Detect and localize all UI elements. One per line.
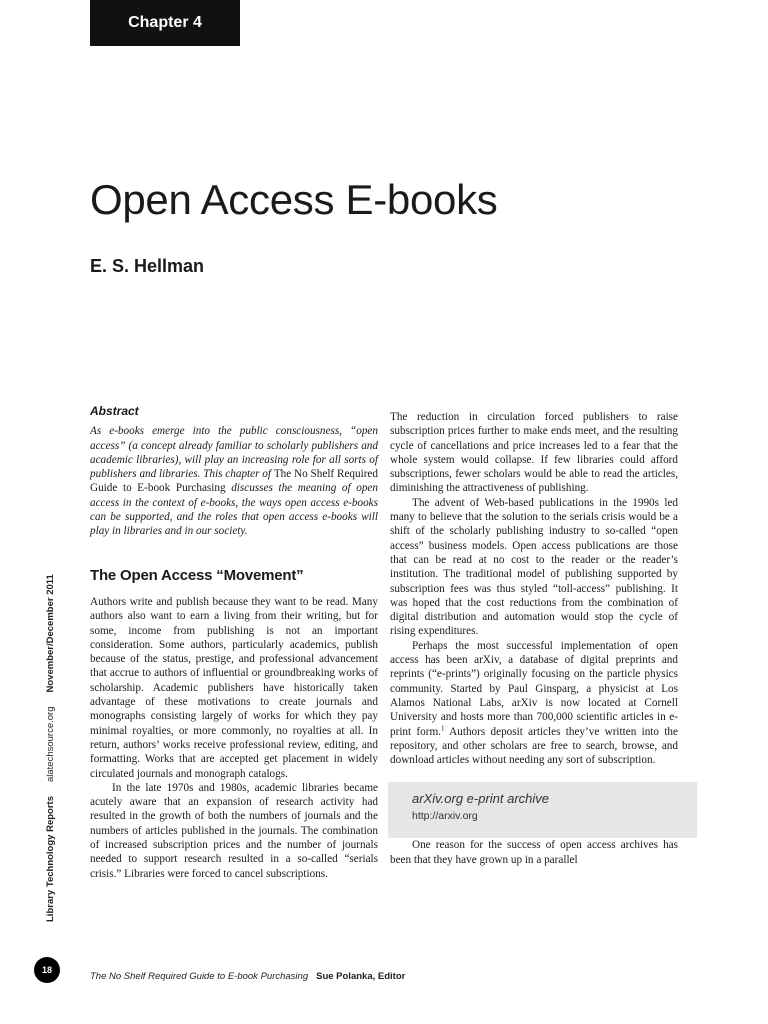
- abstract-heading: Abstract: [90, 404, 139, 418]
- abstract-book-reference: The No Shelf Required Guide to E-book Purchasing: [90, 468, 378, 495]
- page-footer: [90, 971, 405, 982]
- resource-url-link[interactable]: http://arxiv.org: [412, 809, 478, 822]
- chapter-title: Open Access E-books: [90, 176, 498, 223]
- footer-editor: Sue Polanka, Editor: [316, 971, 406, 982]
- chapter-label: Chapter 4: [90, 0, 240, 46]
- section-heading: The Open Access “Movement”: [90, 566, 304, 584]
- arxiv-paragraph-text: Perhaps the most successful implementation of open access has been arXiv, a database of digital preprints and reprints (“e-prints”) originally focusing on the particle physics community. Started by Paul Ginsparg, a physicist at Los Alamos National Labs, arXiv is now located at Cornell University and hosts more than 700,000 scientific articles in e-print form.: [390, 639, 678, 738]
- issue-date: November/December 2011: [45, 574, 56, 693]
- resource-callout-box: [388, 782, 697, 838]
- side-running-header: [45, 574, 56, 922]
- resource-title: arXiv.org e-print archive: [412, 791, 550, 807]
- body-paragraph: In the late 1970s and 1980s, academic libraries became acutely aware that an expansion of research activity had resulted in the growth of both the numbers of journals and the numbers of articles published in the journals. The combination of increased subscription prices and the number of journals needed to support research resulted in a so-called “serials crisis.” Libraries were forced to cancel subscriptions.: [90, 781, 378, 880]
- right-column: [390, 410, 678, 867]
- body-paragraph: One reason for the success of open access archives has been that they have grown up in a parallel: [390, 839, 678, 866]
- body-paragraph: The reduction in circulation forced publishers to raise subscription prices further to make ends meet, and the resulting cycle of cancellations and price increases led to a fear that the whole system would collapse. If few libraries could afford subscriptions, fewer scholars would be able to read the articles, diminishing the attractiveness of publishing.: [390, 411, 678, 495]
- abstract-text-part2: discusses the meaning of open access in the context of e-books, the ways open access e-books can be supported, and the roles that open access e-books will play in libraries and in our society.: [90, 482, 378, 538]
- arxiv-paragraph: [390, 639, 678, 768]
- left-column: [90, 404, 378, 881]
- footnote-marker: 1: [440, 723, 445, 732]
- site-name: alatechsource.org: [45, 706, 56, 783]
- arxiv-paragraph-text-after: Authors deposit articles they’ve written into the repository, and other scholars are free to search, browse, and download articles without needing any sort of subscription.: [390, 725, 678, 767]
- body-paragraph: Authors write and publish because they want to be read. Many authors also want to earn a living from their writing, but for some, income from publishing is not an important consideration. Some authors, particularly academics, publish because of the status, prestige, and professional advancement that accrue to authors of influential or groundbreaking works of scholarship. Academic publishers have historically taken advantage of these motivations to create journals and monographs consisting largely of works for which they pay minimal royalties, or more commonly, no royalties at all. In return, authors’ works receive professional review, editing, and formatting. Works that are accepted get placement in widely circulated journals and monograph catalogs.: [90, 595, 378, 780]
- page-number-badge: 18: [34, 957, 60, 983]
- author-name: E. S. Hellman: [90, 256, 205, 276]
- footer-book-title: The No Shelf Required Guide to E-book Purchasing: [90, 971, 309, 982]
- abstract-text-part1: As e-books emerge into the public consciousness, “open access” (a concept already familiar to scholarly publishers and academic libraries), will play an increasing role for all sorts of publishers and libraries. This chapter of: [90, 425, 378, 481]
- abstract-text: [90, 424, 378, 538]
- publication-name: Library Technology Reports: [45, 796, 56, 922]
- body-paragraph: The advent of Web-based publications in the 1990s led many to believe that the solution to the serials crisis would be a shift of the scholarly publishing industry to so-called “open access” business models. Open access publications are those that can be read at no cost to the reader or the reader’s institution. The traditional model of publishing supported by subscription fees was thus styled “toll-access” publishing. It was hoped that the cost reductions from the combination of digital distribution and automation would stop the cycle of rising expenditures.: [390, 496, 678, 638]
